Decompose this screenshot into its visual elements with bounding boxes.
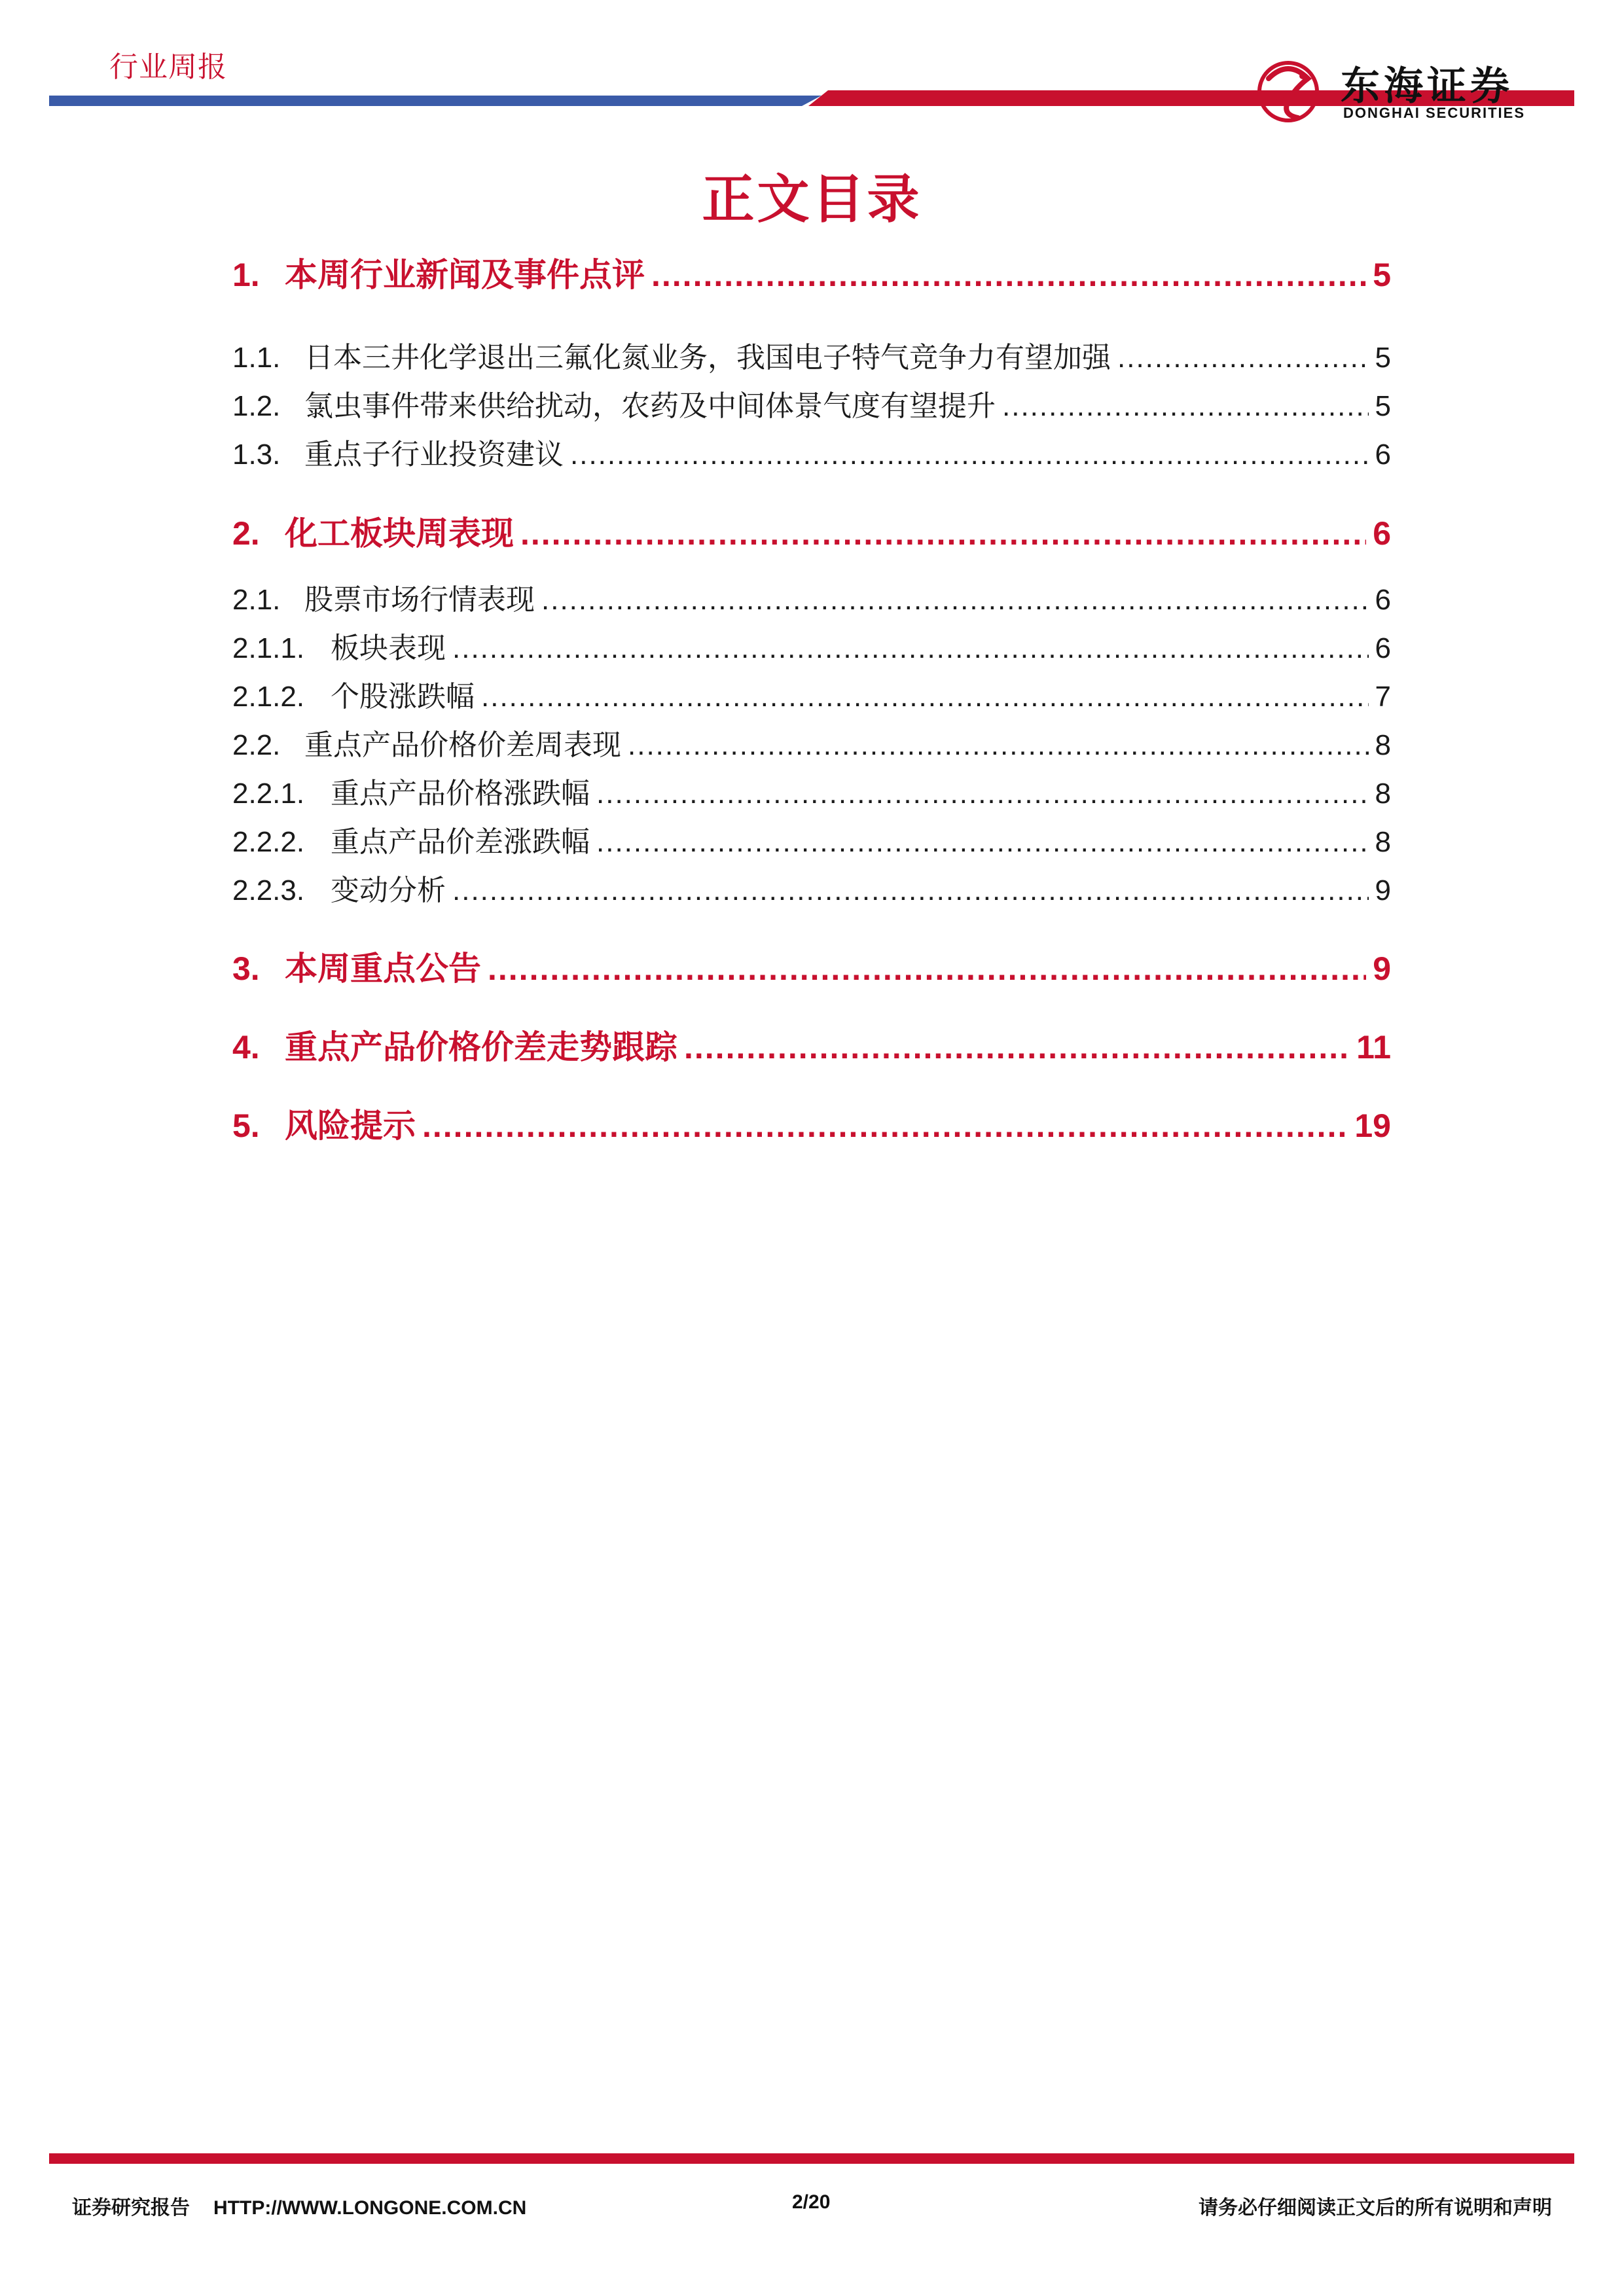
toc-entry-label: 重点产品价格价差走势跟踪 — [285, 1029, 677, 1066]
toc-dot-leader — [452, 632, 1369, 665]
toc-entry-page: 5 — [1373, 257, 1391, 293]
toc-entry-1-2[interactable] — [232, 382, 1391, 424]
toc-entry-page: 8 — [1375, 778, 1391, 810]
toc-entry-page: 5 — [1375, 390, 1391, 422]
footer-disclaimer: 请务必仔细阅读正文后的所有说明和声明 — [1199, 2197, 1552, 2219]
toc-entry-1-3[interactable] — [232, 431, 1391, 473]
toc-entry-2-1[interactable] — [232, 576, 1391, 618]
toc-entry-number: 1.3. — [232, 439, 281, 471]
toc-entry-number: 1. — [232, 257, 260, 293]
toc-entry-number: 4. — [232, 1029, 260, 1066]
toc-entry-number: 3. — [232, 950, 260, 987]
toc-entry-4[interactable] — [232, 1021, 1391, 1068]
footer-doc-type: 证券研究报告 — [72, 2197, 190, 2219]
toc-entry-number: 2.1. — [232, 584, 281, 616]
toc-dot-leader — [488, 950, 1366, 988]
toc-entry-page: 8 — [1375, 729, 1391, 761]
report-type-label: 行业周报 — [109, 51, 227, 83]
footer-divider-bar — [49, 2153, 1574, 2164]
toc-entry-2-2-2[interactable] — [232, 818, 1391, 860]
toc-dot-leader — [596, 826, 1369, 859]
toc-entry-number: 2.2.3. — [232, 874, 305, 906]
toc-entry-number: 5. — [232, 1107, 260, 1144]
toc-entry-label: 本周重点公告 — [285, 950, 481, 987]
dragon-logo-icon — [1249, 52, 1327, 131]
toc-dot-leader — [628, 729, 1369, 762]
toc-entry-2-1-2[interactable] — [232, 673, 1391, 715]
toc-entry-page: 6 — [1375, 632, 1391, 664]
toc-entry-label: 化工板块周表现 — [285, 515, 514, 552]
toc-entry-label: 变动分析 — [331, 874, 446, 906]
toc-entry-number: 1.2. — [232, 390, 281, 422]
toc-entry-1-1[interactable] — [232, 334, 1391, 376]
toc-entry-label: 重点子行业投资建议 — [304, 439, 564, 471]
toc-entry-label: 重点产品价格涨跌幅 — [331, 778, 590, 810]
toc-entry-number: 2.1.2. — [232, 681, 305, 713]
footer-url-link[interactable]: HTTP://WWW.LONGONE.COM.CN — [213, 2197, 527, 2219]
toc-entry-5[interactable] — [232, 1100, 1391, 1147]
toc-dot-leader — [1117, 342, 1369, 374]
toc-dot-leader — [422, 1107, 1348, 1145]
logo-english-name: DONGHAI SECURITIES — [1343, 105, 1526, 121]
toc-entry-page: 6 — [1373, 515, 1391, 552]
toc-entry-page: 11 — [1356, 1029, 1391, 1066]
toc-entry-page: 9 — [1373, 950, 1391, 987]
toc-entry-label: 个股涨跌幅 — [331, 681, 475, 713]
toc-entry-page: 8 — [1375, 826, 1391, 858]
toc-dot-leader — [481, 681, 1369, 713]
toc-dot-leader — [452, 874, 1369, 907]
toc-entry-label: 本周行业新闻及事件点评 — [285, 257, 645, 293]
toc-entry-2-2[interactable] — [232, 721, 1391, 763]
toc-dot-leader — [684, 1028, 1350, 1066]
toc-entry-label: 重点产品价格价差周表现 — [304, 729, 621, 761]
toc-dot-leader — [520, 514, 1366, 552]
toc-dot-leader — [570, 439, 1369, 471]
logo-chinese-name: 东海证券 — [1341, 63, 1513, 109]
toc-entry-number: 1.1. — [232, 342, 281, 374]
toc-entry-label: 氯虫事件带来供给扰动，农药及中间体景气度有望提升 — [304, 390, 996, 422]
toc-dot-leader — [596, 778, 1369, 810]
toc-entry-number: 2. — [232, 515, 260, 552]
donghai-logo — [1249, 52, 1550, 131]
toc-entry-number: 2.2. — [232, 729, 281, 761]
toc-entry-label: 板块表现 — [331, 632, 446, 664]
footer-left — [72, 2191, 526, 2220]
toc-entry-page: 7 — [1375, 681, 1391, 713]
toc-entry-2[interactable] — [232, 507, 1391, 554]
toc-entry-label: 风险提示 — [285, 1107, 416, 1144]
toc-entry-2-2-1[interactable] — [232, 770, 1391, 812]
toc-dot-leader — [651, 256, 1366, 294]
page-indicator: 2/20 — [792, 2191, 831, 2213]
toc-entry-number: 2.2.2. — [232, 826, 305, 858]
toc-entry-3[interactable] — [232, 942, 1391, 990]
toc-entry-page: 9 — [1375, 874, 1391, 906]
toc-entry-1[interactable] — [232, 249, 1391, 296]
toc-entry-number: 2.1.1. — [232, 632, 305, 664]
toc-entry-label: 重点产品价差涨跌幅 — [331, 826, 590, 858]
toc-title: 正文目录 — [702, 170, 922, 228]
toc-entry-page: 6 — [1375, 584, 1391, 616]
toc-dot-leader — [1002, 390, 1369, 423]
toc-dot-leader — [541, 584, 1369, 617]
toc-entry-2-1-1[interactable] — [232, 624, 1391, 666]
toc-entry-page: 19 — [1354, 1107, 1391, 1144]
toc-entry-number: 2.2.1. — [232, 778, 305, 810]
toc-entry-page: 5 — [1375, 342, 1391, 374]
toc-entry-2-2-3[interactable] — [232, 867, 1391, 908]
toc-entry-page: 6 — [1375, 439, 1391, 471]
toc-entry-label: 股票市场行情表现 — [304, 584, 535, 616]
toc-entry-label: 日本三井化学退出三氟化氮业务，我国电子特气竞争力有望加强 — [304, 342, 1111, 374]
